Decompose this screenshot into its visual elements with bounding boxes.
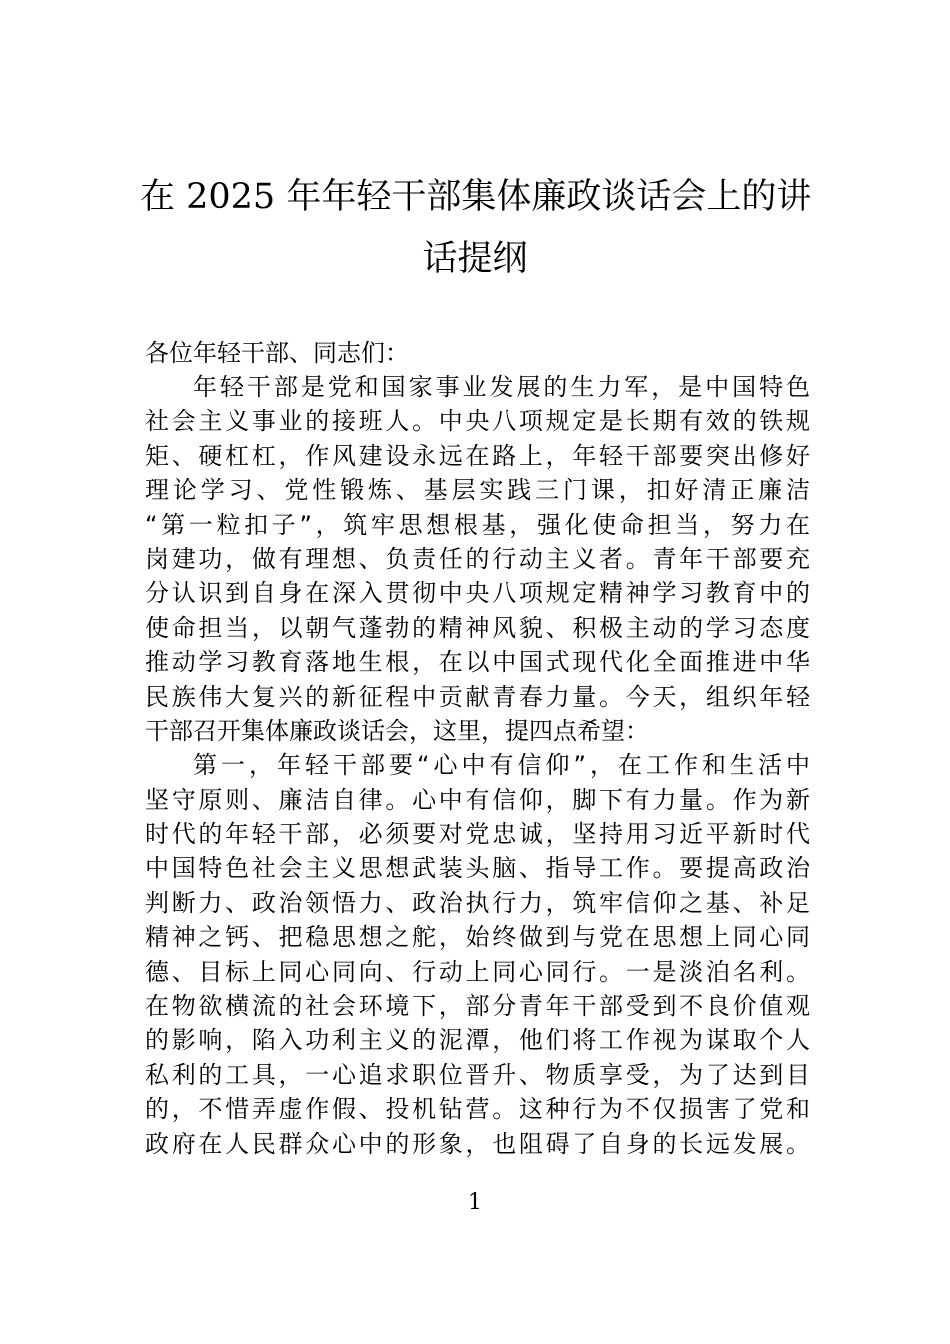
- text-line: 民族伟大复兴的新征程中贡献青春力量。今天，组织年轻: [145, 682, 810, 711]
- greeting: 各位年轻干部、同志们：: [145, 339, 409, 367]
- text-line: 干部召开集体廉政谈话会，这里，提四点希望：: [145, 716, 649, 745]
- text-line: 理论学习、党性锻炼、基层实践三门课，扣好清正廉洁: [145, 476, 810, 505]
- text-line: 时代的年轻干部，必须要对党忠诚，坚持用习近平新时代: [145, 820, 810, 849]
- text-line: 第一，年轻干部要“心中有信仰”，在工作和生活中: [193, 751, 810, 780]
- text-line: 岗建功，做有理想、负责任的行动主义者。青年干部要充: [145, 544, 810, 573]
- text-line: 年轻干部是党和国家事业发展的生力军，是中国特色: [193, 373, 810, 401]
- text-line: 政府在人民群众心中的形象，也阻碍了自身的长远发展。: [145, 1129, 810, 1158]
- text-line: 的影响，陷入功利主义的泥潭，他们将工作视为谋取个人: [145, 1026, 810, 1055]
- text-line: 私利的工具，一心追求职位晋升、物质享受，为了达到目: [145, 1060, 810, 1089]
- document-body: [145, 336, 810, 1161]
- title-line: 在 2025 年年轻干部集体廉政谈话会上的讲: [140, 177, 812, 217]
- text-line: 精神之钙、把稳思想之舵，始终做到与党在思想上同心同: [145, 923, 810, 952]
- paragraph-first-point: [145, 748, 810, 1161]
- text-line: 社会主义事业的接班人。中央八项规定是长期有效的铁规: [145, 407, 810, 436]
- text-line: 的，不惜弄虚作假、投机钻营。这种行为不仅损害了党和: [145, 1095, 810, 1124]
- text-line: “第一粒扣子”，筑牢思想根基，强化使命担当，努力在: [145, 510, 810, 539]
- text-line: 推动学习教育落地生根，在以中国式现代化全面推进中华: [145, 648, 810, 677]
- text-line: 分认识到自身在深入贯彻中央八项规定精神学习教育中的: [145, 579, 810, 608]
- text-line: 坚守原则、廉洁自律。心中有信仰，脚下有力量。作为新: [145, 785, 810, 814]
- text-line: 使命担当，以朝气蓬勃的精神风貌、积极主动的学习态度: [145, 613, 810, 642]
- text-line: 德、目标上同心同向、行动上同心同行。一是淡泊名利。: [145, 957, 810, 986]
- paragraph-intro: [145, 370, 810, 748]
- text-line: 矩、硬杠杠，作风建设永远在路上，年轻干部要突出修好: [145, 441, 810, 470]
- text-line: 判断力、政治领悟力、政治执行力，筑牢信仰之基、补足: [145, 888, 810, 917]
- text-line: 在物欲横流的社会环境下，部分青年干部受到不良价值观: [145, 992, 810, 1021]
- text-line: 中国特色社会主义思想武装头脑、指导工作。要提高政治: [145, 854, 810, 883]
- title-line: 话提纲: [422, 239, 528, 279]
- page-number: 1: [468, 1190, 482, 1215]
- document-title: [140, 166, 810, 290]
